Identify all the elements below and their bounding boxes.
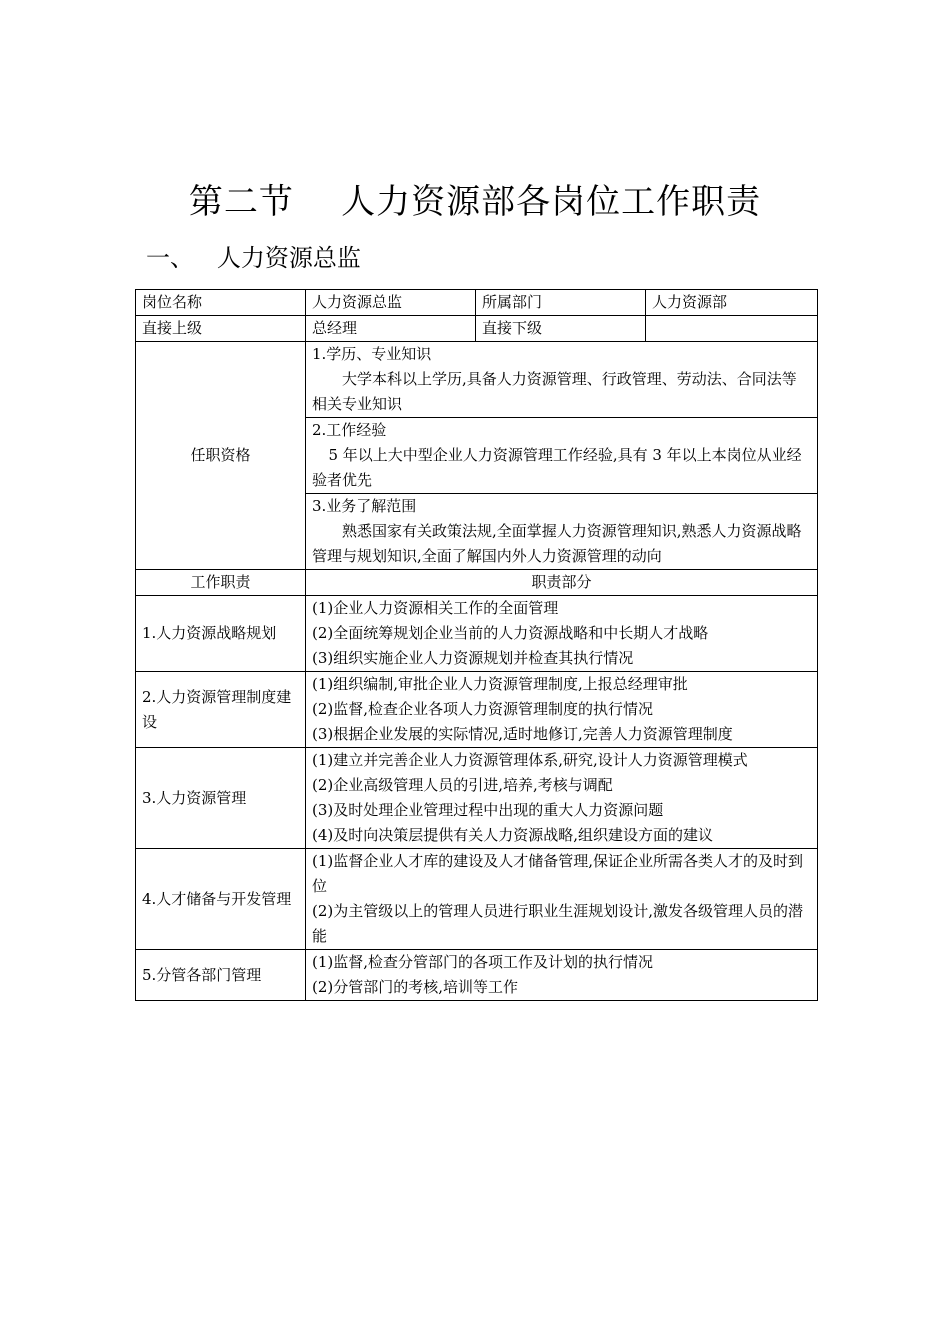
duty-name: 3.人力资源管理 xyxy=(136,748,306,849)
qualification-text: 熟悉国家有关政策法规,全面掌握人力资源管理知识,熟悉人力资源战略管理与规划知识,全面了解国内外人力资源管理的动向 xyxy=(312,522,802,565)
duty-name: 1.人力资源战略规划 xyxy=(136,596,306,672)
header-duties: 工作职责 xyxy=(136,570,306,596)
table-row xyxy=(136,672,818,748)
duty-line: (3)根据企业发展的实际情况,适时地修订,完善人力资源管理制度 xyxy=(312,725,733,743)
duty-line: (2)监督,检查企业各项人力资源管理制度的执行情况 xyxy=(312,700,654,718)
qualification-heading: 3.业务了解范围 xyxy=(312,497,417,515)
duty-line: (1)组织编制,审批企业人力资源管理制度,上报总经理审批 xyxy=(312,675,688,693)
qualification-text: 大学本科以上学历,具备人力资源管理、行政管理、劳动法、合同法等相关专业知识 xyxy=(312,370,797,413)
duty-line: (1)建立并完善企业人力资源管理体系,研究,设计人力资源管理模式 xyxy=(312,751,748,769)
section-heading: 一、 人力资源总监 xyxy=(146,244,361,272)
label-position-name: 岗位名称 xyxy=(136,290,306,316)
table-row xyxy=(136,290,818,316)
label-qualification: 任职资格 xyxy=(136,342,306,570)
label-direct-subordinate: 直接下级 xyxy=(476,316,646,342)
duty-line: (2)全面统筹规划企业当前的人力资源战略和中长期人才战略 xyxy=(312,624,709,642)
duty-line: (2)分管部门的考核,培训等工作 xyxy=(312,978,519,996)
duty-detail xyxy=(306,950,818,1001)
header-duty-parts: 职责部分 xyxy=(306,570,818,596)
duty-line: (3)组织实施企业人力资源规划并检查其执行情况 xyxy=(312,649,634,667)
duty-detail xyxy=(306,596,818,672)
page-title: 第二节 人力资源部各岗位工作职责 xyxy=(188,182,762,222)
duty-line: (1)监督企业人才库的建设及人才储备管理,保证企业所需各类人才的及时到位 xyxy=(312,852,804,895)
duty-name: 2.人力资源管理制度建设 xyxy=(136,672,306,748)
qualification-heading: 1.学历、专业知识 xyxy=(312,345,432,363)
qualification-heading: 2.工作经验 xyxy=(312,421,387,439)
qualification-item xyxy=(306,418,818,494)
duty-line: (3)及时处理企业管理过程中出现的重大人力资源问题 xyxy=(312,801,664,819)
table-row xyxy=(136,596,818,672)
table-row xyxy=(136,748,818,849)
qualification-item xyxy=(306,342,818,418)
value-direct-subordinate xyxy=(646,316,818,342)
table-header-row xyxy=(136,570,818,596)
table-row xyxy=(136,316,818,342)
label-direct-superior: 直接上级 xyxy=(136,316,306,342)
duty-detail xyxy=(306,849,818,950)
duty-line: (1)企业人力资源相关工作的全面管理 xyxy=(312,599,559,617)
duty-line: (2)企业高级管理人员的引进,培养,考核与调配 xyxy=(312,776,613,794)
duty-name: 5.分管各部门管理 xyxy=(136,950,306,1001)
duty-detail xyxy=(306,748,818,849)
duty-detail xyxy=(306,672,818,748)
value-direct-superior: 总经理 xyxy=(306,316,476,342)
duty-line: (1)监督,检查分管部门的各项工作及计划的执行情况 xyxy=(312,953,654,971)
table-row xyxy=(136,342,818,418)
duty-line: (4)及时向决策层提供有关人力资源战略,组织建设方面的建议 xyxy=(312,826,714,844)
qualification-item xyxy=(306,494,818,570)
duty-line: (2)为主管级以上的管理人员进行职业生涯规划设计,激发各级管理人员的潜能 xyxy=(312,902,804,945)
value-position-name: 人力资源总监 xyxy=(306,290,476,316)
duty-name: 4.人才储备与开发管理 xyxy=(136,849,306,950)
value-department: 人力资源部 xyxy=(646,290,818,316)
table-row xyxy=(136,849,818,950)
job-description-table xyxy=(135,289,818,1001)
label-department: 所属部门 xyxy=(476,290,646,316)
table-row xyxy=(136,950,818,1001)
qualification-text: 5 年以上大中型企业人力资源管理工作经验,具有 3 年以上本岗位从业经验者优先 xyxy=(312,446,802,489)
